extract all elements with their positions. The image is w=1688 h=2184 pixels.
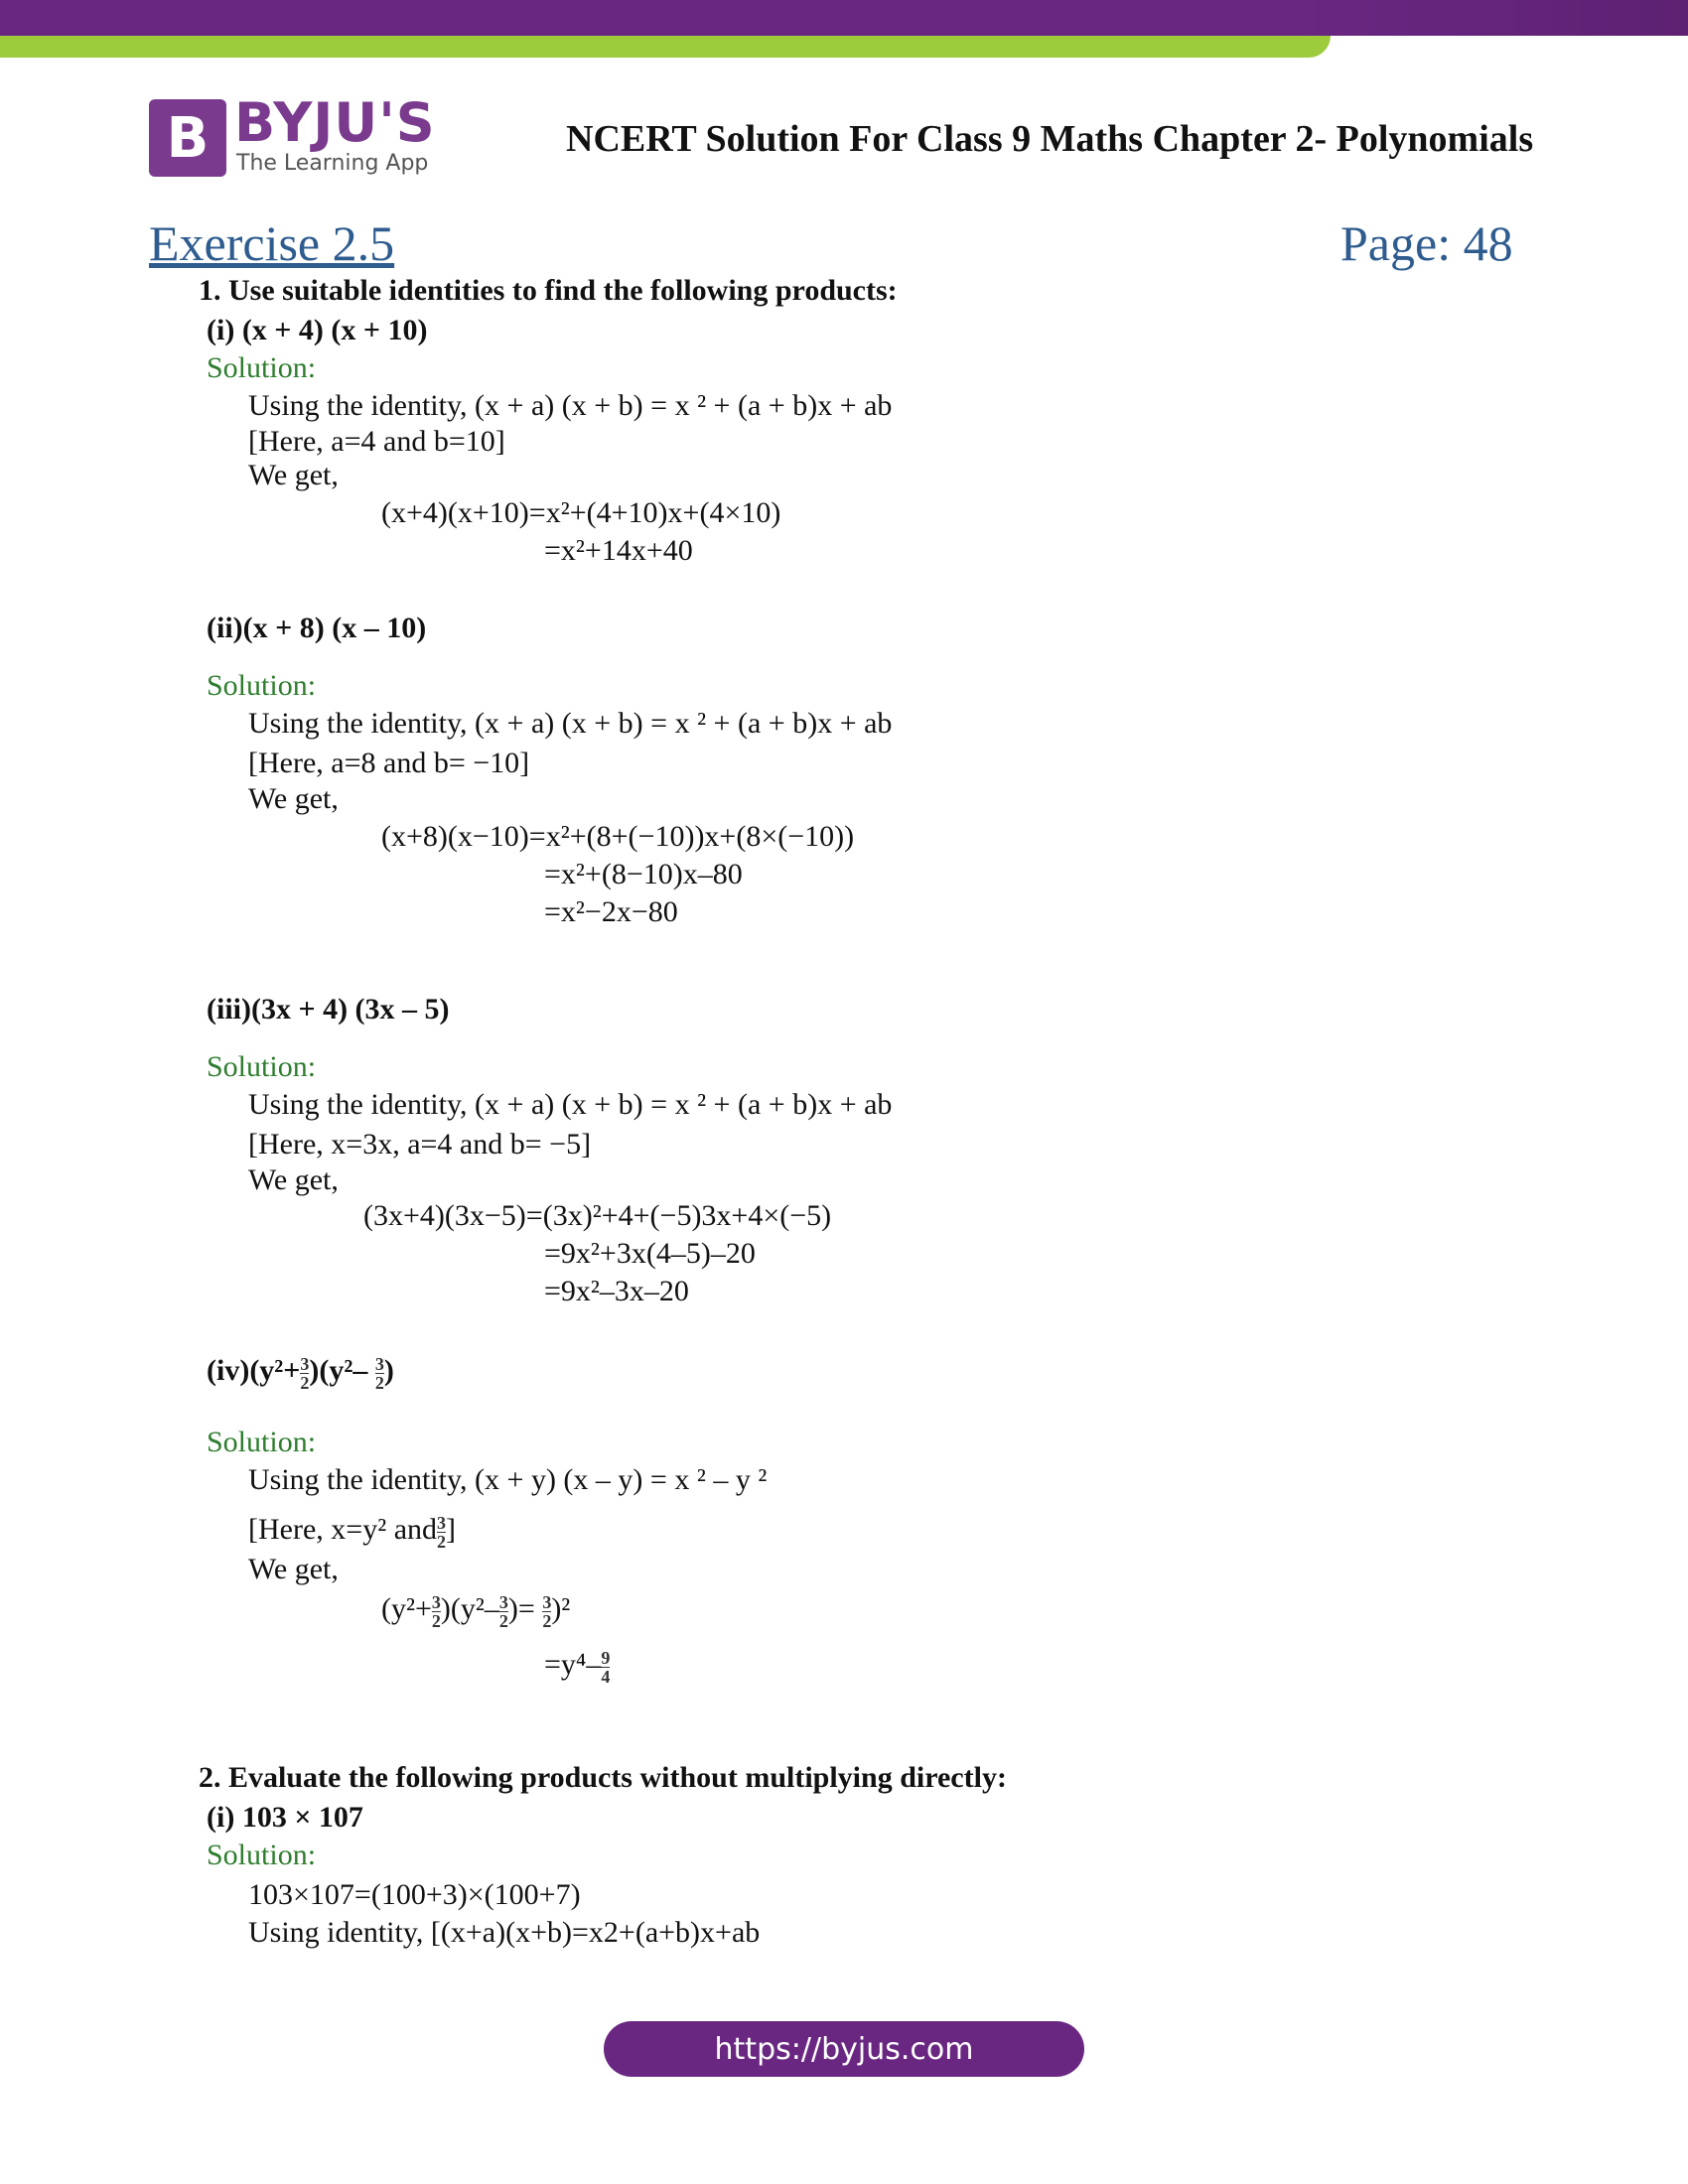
fraction-denominator: 2	[498, 1610, 508, 1631]
question-1-title: 1. Use suitable identities to find the following products:	[199, 274, 898, 307]
solution-label: Solution:	[207, 1426, 317, 1458]
fraction-numerator: 3	[300, 1353, 310, 1374]
we-get-text: We get,	[248, 459, 339, 491]
fraction-denominator: 2	[542, 1610, 552, 1631]
text-part: ]	[446, 1513, 457, 1546]
solution-label: Solution:	[207, 1839, 317, 1871]
solution-label: Solution:	[207, 351, 317, 384]
identity-text: Using the identity, (x + a) (x + b) = x ² + (a + b)x + ab	[248, 707, 893, 740]
logo-name: BYJU'S	[234, 91, 436, 154]
fraction-numerator: 3	[374, 1353, 384, 1374]
header-band-curve	[1291, 0, 1688, 36]
identity-text: Using identity, [(x+a)(x+b)=x2+(a+b)x+ab	[248, 1916, 761, 1949]
footer-url-link[interactable]: https://byjus.com	[604, 2021, 1084, 2077]
fraction	[432, 1593, 441, 1630]
q1-iii-label: (iii)(3x + 4) (3x – 5)	[207, 993, 450, 1025]
equation-line: =x²+(8−10)x–80	[544, 858, 743, 890]
text-part: )(y²–	[440, 1592, 499, 1625]
q1-ii-label: (ii)(x + 8) (x – 10)	[207, 612, 427, 644]
text-part: )²	[551, 1592, 571, 1625]
fraction-denominator: 2	[437, 1531, 447, 1552]
fraction-numerator: 3	[498, 1591, 508, 1612]
here-text: [Here, a=4 and b=10]	[248, 425, 505, 458]
fraction	[375, 1355, 384, 1392]
question-2-title: 2. Evaluate the following products without multiplying directly:	[199, 1761, 1007, 1794]
text-part: )=	[507, 1592, 543, 1625]
here-text	[248, 1513, 456, 1551]
solution-label: Solution:	[207, 669, 317, 702]
here-text: [Here, x=3x, a=4 and b= −5]	[248, 1128, 592, 1160]
identity-text: Using the identity, (x + y) (x – y) = x ² – y ²	[248, 1463, 768, 1496]
fraction-denominator: 2	[374, 1372, 384, 1393]
we-get-text: We get,	[248, 1553, 339, 1585]
fraction	[542, 1593, 551, 1630]
label-part: )	[383, 1354, 394, 1387]
identity-text: Using the identity, (x + a) (x + b) = x ² + (a + b)x + ab	[248, 389, 893, 422]
fraction-numerator: 3	[437, 1512, 447, 1533]
q1-i-label: (i) (x + 4) (x + 10)	[207, 314, 428, 346]
identity-text: Using the identity, (x + a) (x + b) = x ² + (a + b)x + ab	[248, 1088, 893, 1121]
q1-iv-label	[207, 1354, 394, 1392]
equation-line: (x+8)(x−10)=x²+(8+(−10))x+(8×(−10))	[381, 820, 855, 853]
we-get-text: We get,	[248, 782, 339, 815]
fraction-denominator: 2	[300, 1372, 310, 1393]
equation-line: 103×107=(100+3)×(100+7)	[248, 1878, 581, 1911]
equation-line: =9x²+3x(4–5)–20	[544, 1237, 756, 1270]
label-part: (iv)(y²+	[207, 1354, 301, 1387]
fraction-denominator: 4	[601, 1666, 611, 1687]
solution-label: Solution:	[207, 1050, 317, 1083]
header-band-green	[0, 36, 1331, 58]
we-get-text: We get,	[248, 1163, 339, 1196]
document-title: NCERT Solution For Class 9 Maths Chapter 2- Polynomials	[566, 118, 1534, 160]
here-text: [Here, a=8 and b= −10]	[248, 747, 530, 779]
equation-line: =9x²–3x–20	[544, 1275, 689, 1307]
logo-mark-icon: B	[149, 99, 226, 177]
q2-i-label: (i) 103 × 107	[207, 1801, 363, 1834]
equation-line: (3x+4)(3x−5)=(3x)²+4+(−5)3x+4×(−5)	[363, 1199, 832, 1232]
fraction	[601, 1649, 610, 1686]
label-part: )(y²–	[309, 1354, 375, 1387]
equation-line: =x²+14x+40	[544, 534, 693, 567]
fraction-numerator: 9	[601, 1647, 611, 1668]
equation-line: =x²−2x−80	[544, 895, 678, 928]
fraction-numerator: 3	[431, 1591, 441, 1612]
equation-line	[381, 1592, 570, 1630]
exercise-heading: Exercise 2.5	[149, 215, 395, 271]
byjus-logo	[149, 91, 437, 181]
text-part: =y⁴–	[544, 1648, 602, 1681]
logo-tagline: The Learning App	[236, 151, 429, 176]
equation-line	[544, 1648, 610, 1686]
equation-line: (x+4)(x+10)=x²+(4+10)x+(4×10)	[381, 496, 781, 529]
page-number: Page: 48	[1340, 215, 1513, 271]
text-part: (y²+	[381, 1592, 432, 1625]
fraction-denominator: 2	[431, 1610, 441, 1631]
fraction-numerator: 3	[542, 1591, 552, 1612]
text-part: [Here, x=y² and	[248, 1513, 438, 1546]
fraction	[499, 1593, 508, 1630]
fraction	[437, 1514, 446, 1551]
